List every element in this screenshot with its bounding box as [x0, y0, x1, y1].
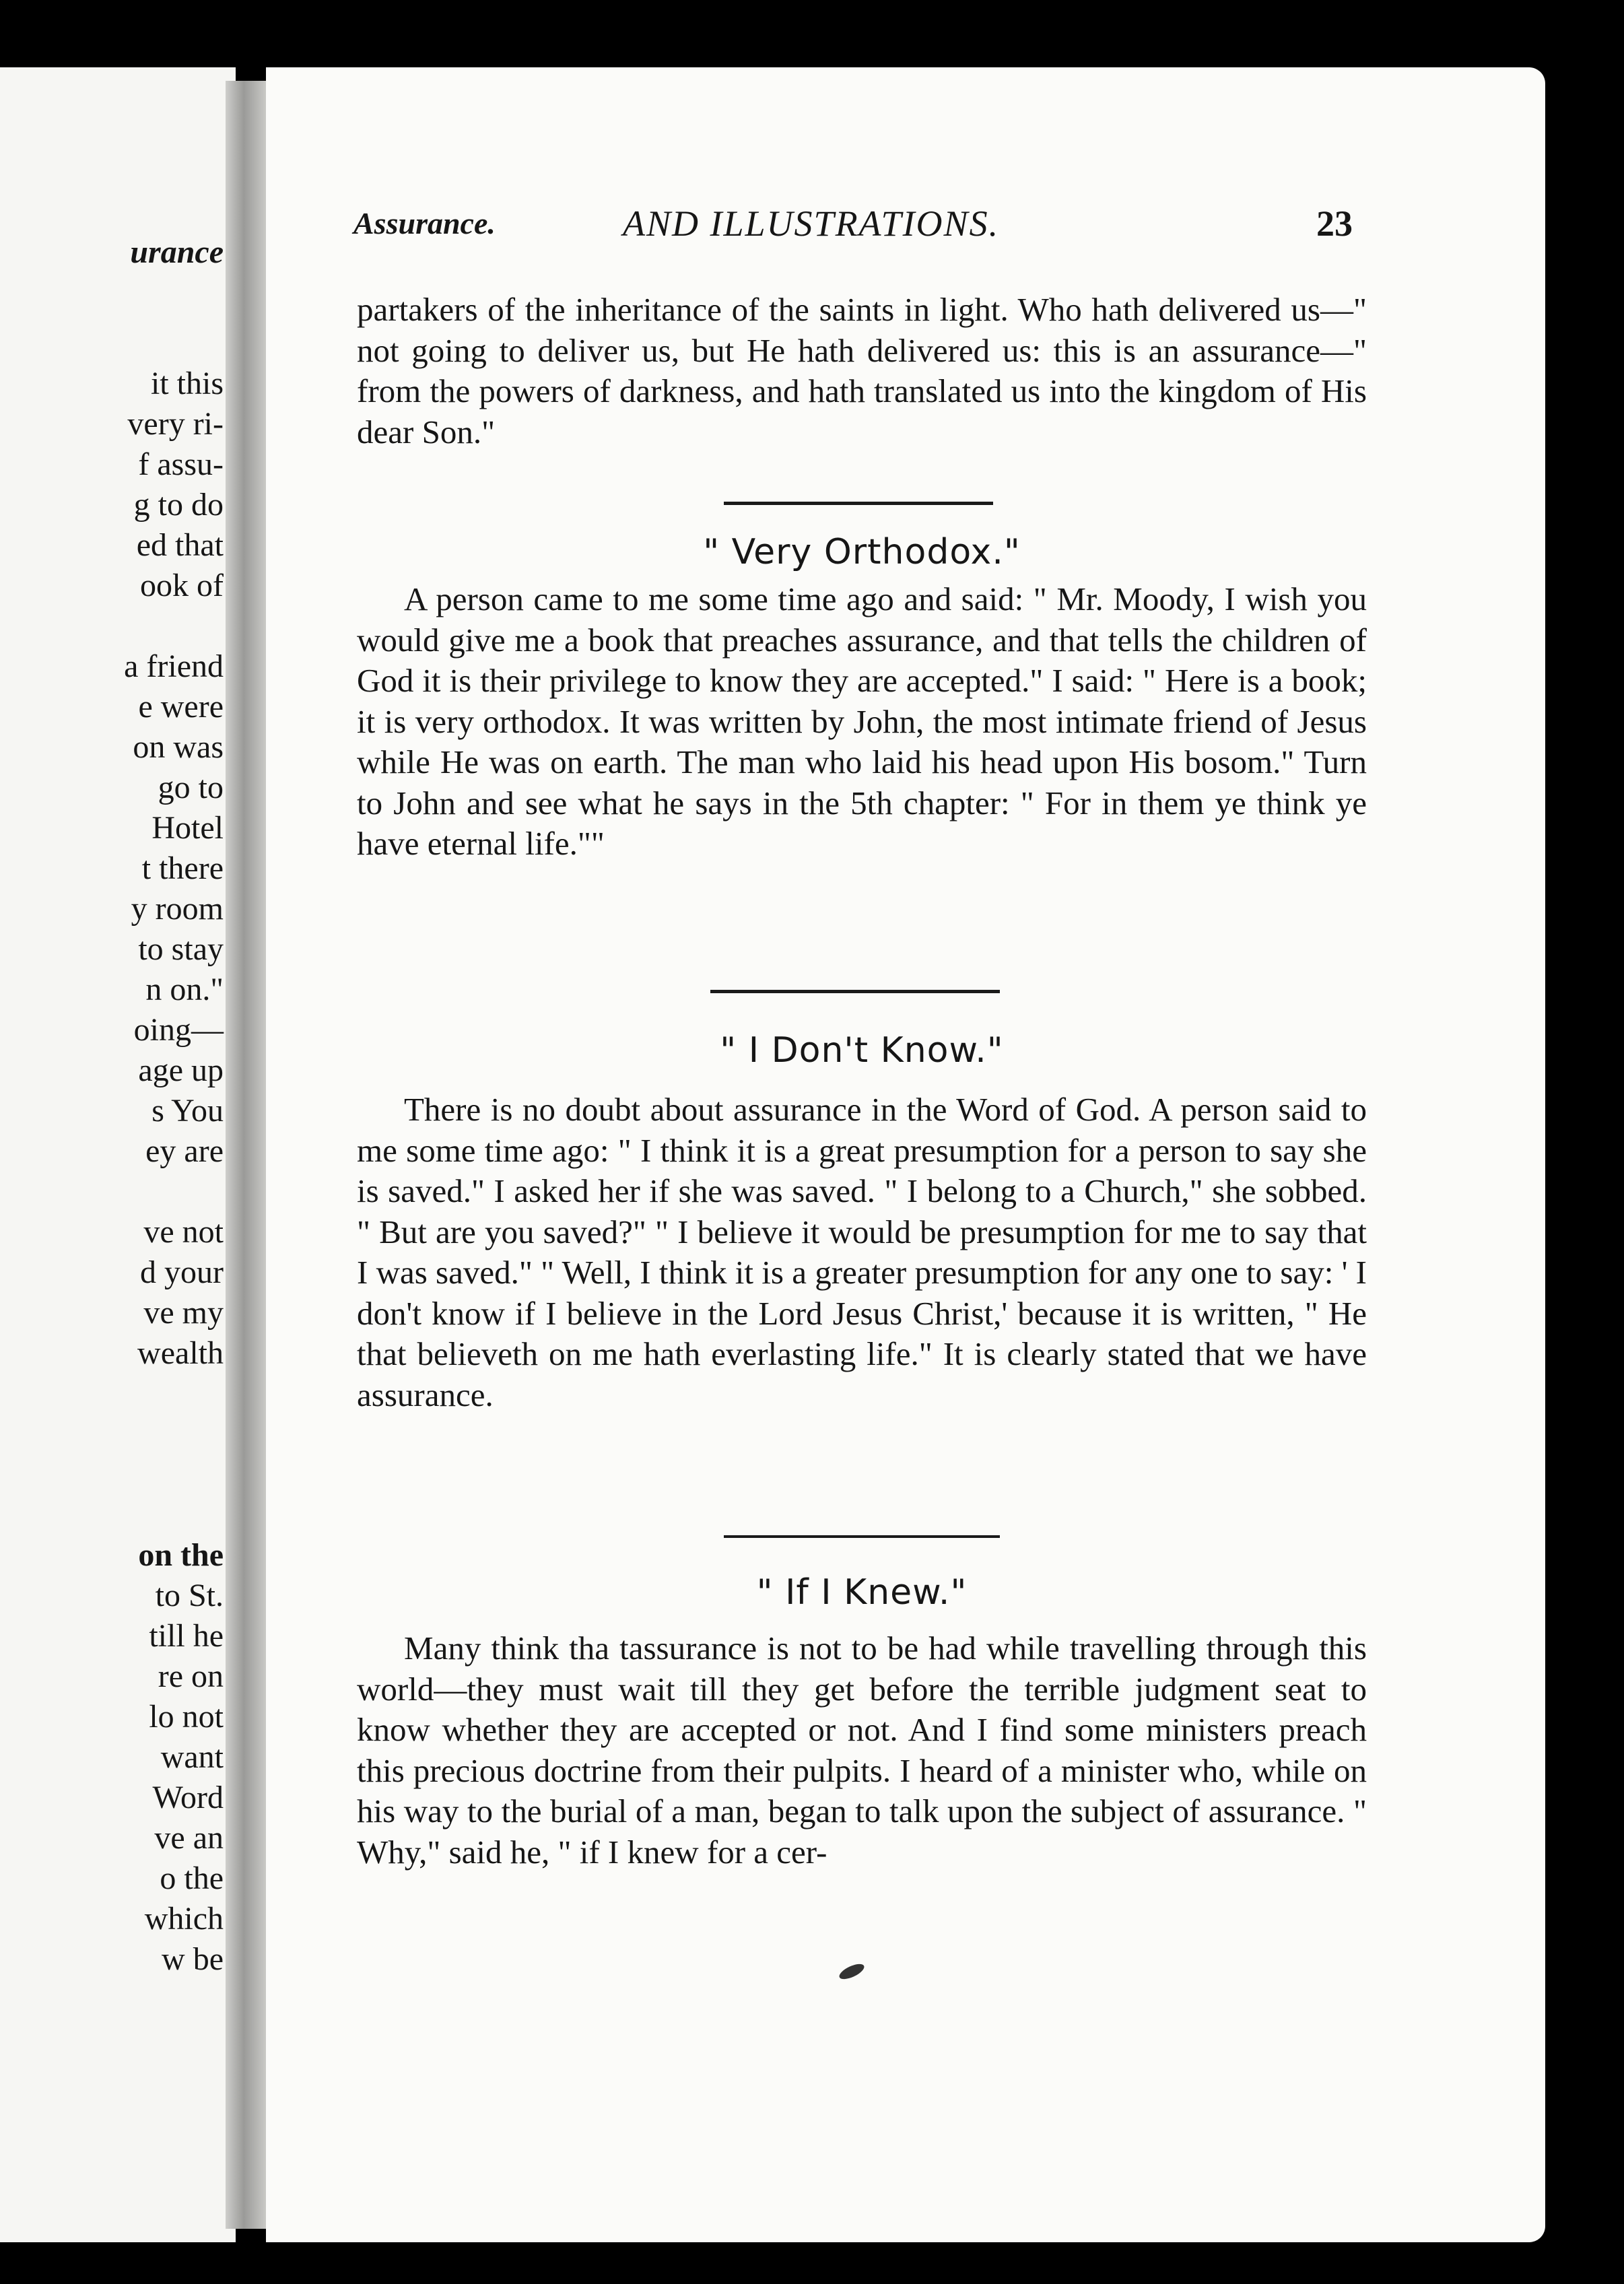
- left-page-line: d your: [140, 1254, 224, 1290]
- section-heading-i-dont-know: " I Don't Know.": [720, 1030, 1004, 1071]
- left-page-line: re on: [158, 1658, 224, 1694]
- left-page-line: n on.": [145, 972, 224, 1007]
- left-page-running-head: urance: [130, 234, 224, 270]
- book-gutter: [226, 81, 266, 2229]
- left-page-line: on the: [138, 1537, 224, 1573]
- left-page-line: age up: [138, 1052, 224, 1088]
- left-page-fragment: [0, 67, 236, 2242]
- left-page-line: Hotel: [151, 810, 224, 846]
- left-page-line: lo not: [149, 1699, 224, 1735]
- left-page-line: on was: [133, 729, 224, 765]
- left-page-line: very ri-: [127, 406, 224, 442]
- intro-paragraph: partakers of the inheritance of the saints in light. Who hath delivered us—" not going to deliver us, but He hath delivered us: this is an assurance—" from the powers of darkness, and hath translated us into the kingdom of His dear Son.": [357, 291, 1367, 450]
- left-page-line: w be: [162, 1941, 224, 1977]
- section-paragraph-i-dont-know: There is no doubt about assurance in the Word of God. A person said to me some time ago: " I think it is a great presumption for a person to say she is saved." I asked her if she was saved. " I belong to a Church," she sobbed. " But are you saved?" " I believe it would be presumption for me to say that I was saved." " Well, I think it is a greater presumption for any one to say: ' I don't know if I believe in the Lord Jesus Christ,' because it is written, " He that believeth on me hath everlasting life." It is clearly stated that we have assurance.: [357, 1091, 1367, 1413]
- left-page-line: Word: [152, 1780, 224, 1815]
- left-page-line: t there: [141, 850, 224, 886]
- left-page-line: g to do: [133, 487, 224, 523]
- left-page-line: f assu-: [138, 446, 224, 482]
- page-number: 23: [1316, 203, 1353, 244]
- left-page-line: till he: [149, 1618, 224, 1654]
- left-page-line: e were: [138, 689, 224, 725]
- left-page-line: go to: [158, 770, 224, 805]
- left-page-line: oing—: [133, 1012, 224, 1048]
- section-divider: [724, 502, 993, 505]
- left-page-line: ve not: [143, 1214, 224, 1250]
- left-page-line: ve my: [143, 1295, 224, 1331]
- left-page-line: s You: [151, 1093, 224, 1129]
- running-head-title: AND ILLUSTRATIONS.: [623, 203, 1000, 244]
- left-page-line: ed that: [136, 527, 224, 563]
- left-page-line: it this: [150, 366, 224, 401]
- left-page-line: ey are: [145, 1133, 224, 1169]
- book-page: [266, 67, 1545, 2242]
- section-paragraph-very-orthodox: A person came to me some time ago and said: " Mr. Moody, I wish you would give me a book that preaches assurance, and that tells the children of God it is their privilege to know they are accepted." I said: " Here is a book; it is very orthodox. It was written by John, the most intimate friend of Jesus while He was on earth. The man who laid his head upon His bosom." Turn to John and see what he says in the 5th chapter: " For in them ye think ye have eternal life."": [357, 580, 1367, 862]
- section-divider: [710, 990, 1000, 993]
- page-header: [266, 205, 1545, 259]
- left-page-line: ve an: [154, 1820, 224, 1856]
- left-page-line: o the: [160, 1860, 224, 1896]
- scan-smudge: [837, 1961, 866, 1982]
- left-page-line: a friend: [124, 648, 224, 684]
- running-head-left: Assurance.: [353, 206, 496, 240]
- section-divider: [724, 1535, 1000, 1538]
- section-heading-if-i-knew: " If I Knew.": [756, 1572, 968, 1613]
- left-page-line: y room: [131, 891, 224, 927]
- left-page-line: to St.: [155, 1578, 224, 1613]
- left-page-line: wealth: [137, 1335, 224, 1371]
- left-page-line: which: [144, 1901, 224, 1937]
- section-paragraph-if-i-knew: Many think tha tassurance is not to be had while travelling through this world—they must wait till they get before the terrible judgment seat to know whether they are accepted or not. And I find some ministers preach this precious doctrine from their pulpits. I heard of a minister who, while on his way to the burial of a man, began to talk upon the subject of assurance. " Why," said he, " if I knew for a cer-: [357, 1630, 1367, 1871]
- left-page-line: to stay: [138, 931, 224, 967]
- left-page-line: want: [160, 1739, 224, 1775]
- section-heading-very-orthodox: " Very Orthodox.": [703, 532, 1021, 572]
- left-page-line: ook of: [140, 568, 224, 603]
